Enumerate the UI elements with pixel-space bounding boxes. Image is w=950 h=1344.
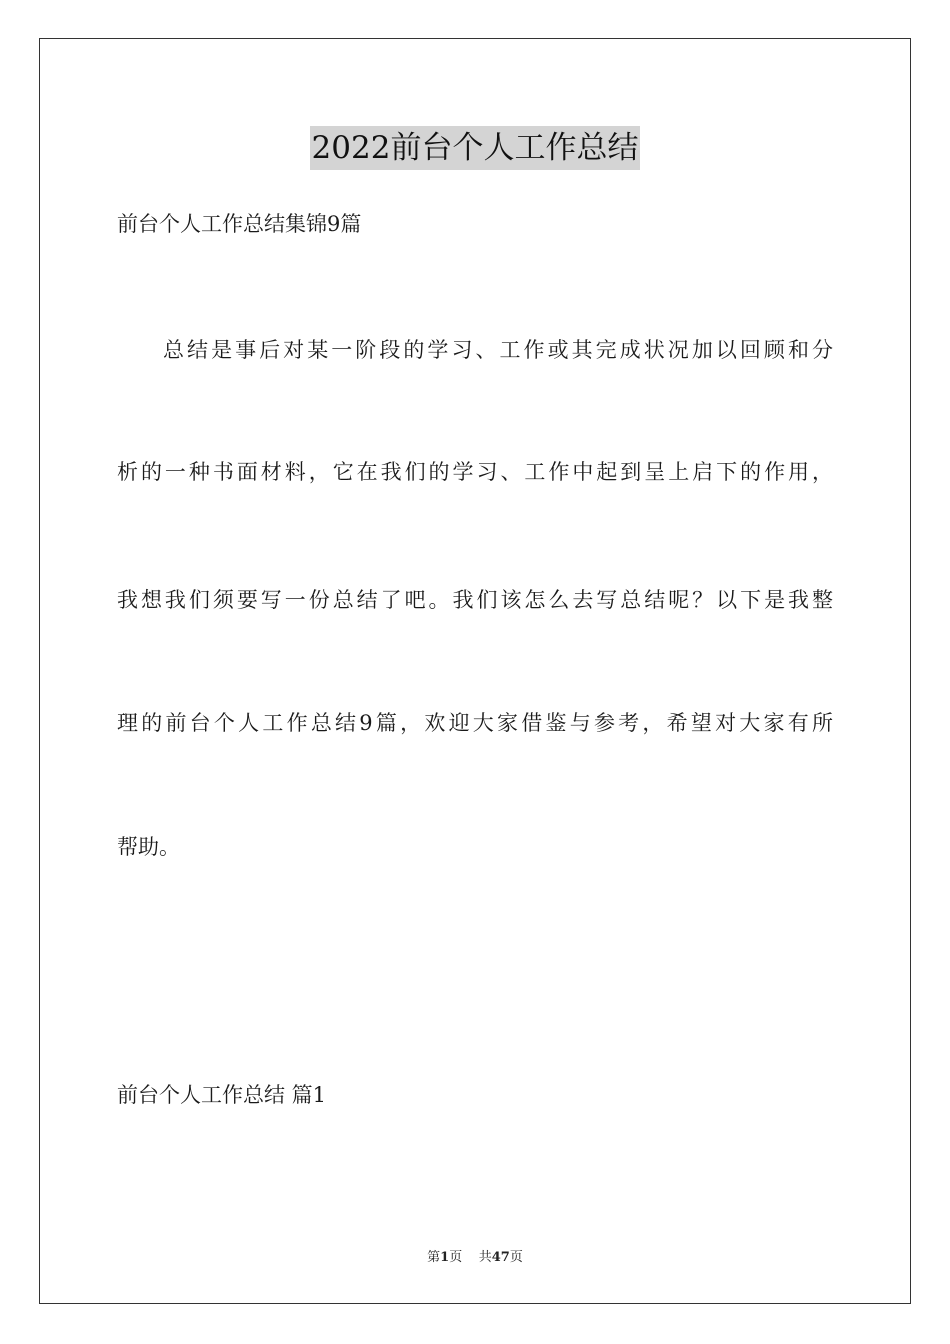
intro-line-4: 理的前台个人工作总结9篇，欢迎大家借鉴与参考，希望对大家有所 bbox=[117, 711, 833, 735]
intro-line-2: 析的一种书面材料，它在我们的学习、工作中起到呈上启下的作用， bbox=[117, 460, 833, 484]
intro-line-5: 帮助。 bbox=[117, 835, 180, 859]
footer-page-number: 1 bbox=[440, 1250, 450, 1265]
footer-page-suffix: 页 bbox=[449, 1250, 463, 1265]
footer-total-pages: 47 bbox=[491, 1250, 510, 1265]
page-footer bbox=[0, 1249, 950, 1267]
footer-total-suffix: 页 bbox=[509, 1250, 523, 1265]
footer-page-prefix: 第 bbox=[427, 1250, 441, 1265]
intro-line-1: 总结是事后对某一阶段的学习、工作或其完成状况加以回顾和分 bbox=[163, 338, 833, 362]
section-heading: 前台个人工作总结 篇1 bbox=[117, 1083, 327, 1107]
document-title: 2022前台个人工作总结 bbox=[310, 126, 641, 170]
footer-total-prefix: 共 bbox=[478, 1250, 492, 1265]
document-title-container bbox=[0, 126, 950, 170]
intro-line-3: 我想我们须要写一份总结了吧。我们该怎么去写总结呢？以下是我整 bbox=[117, 588, 833, 612]
document-subtitle: 前台个人工作总结集锦9篇 bbox=[117, 212, 362, 236]
